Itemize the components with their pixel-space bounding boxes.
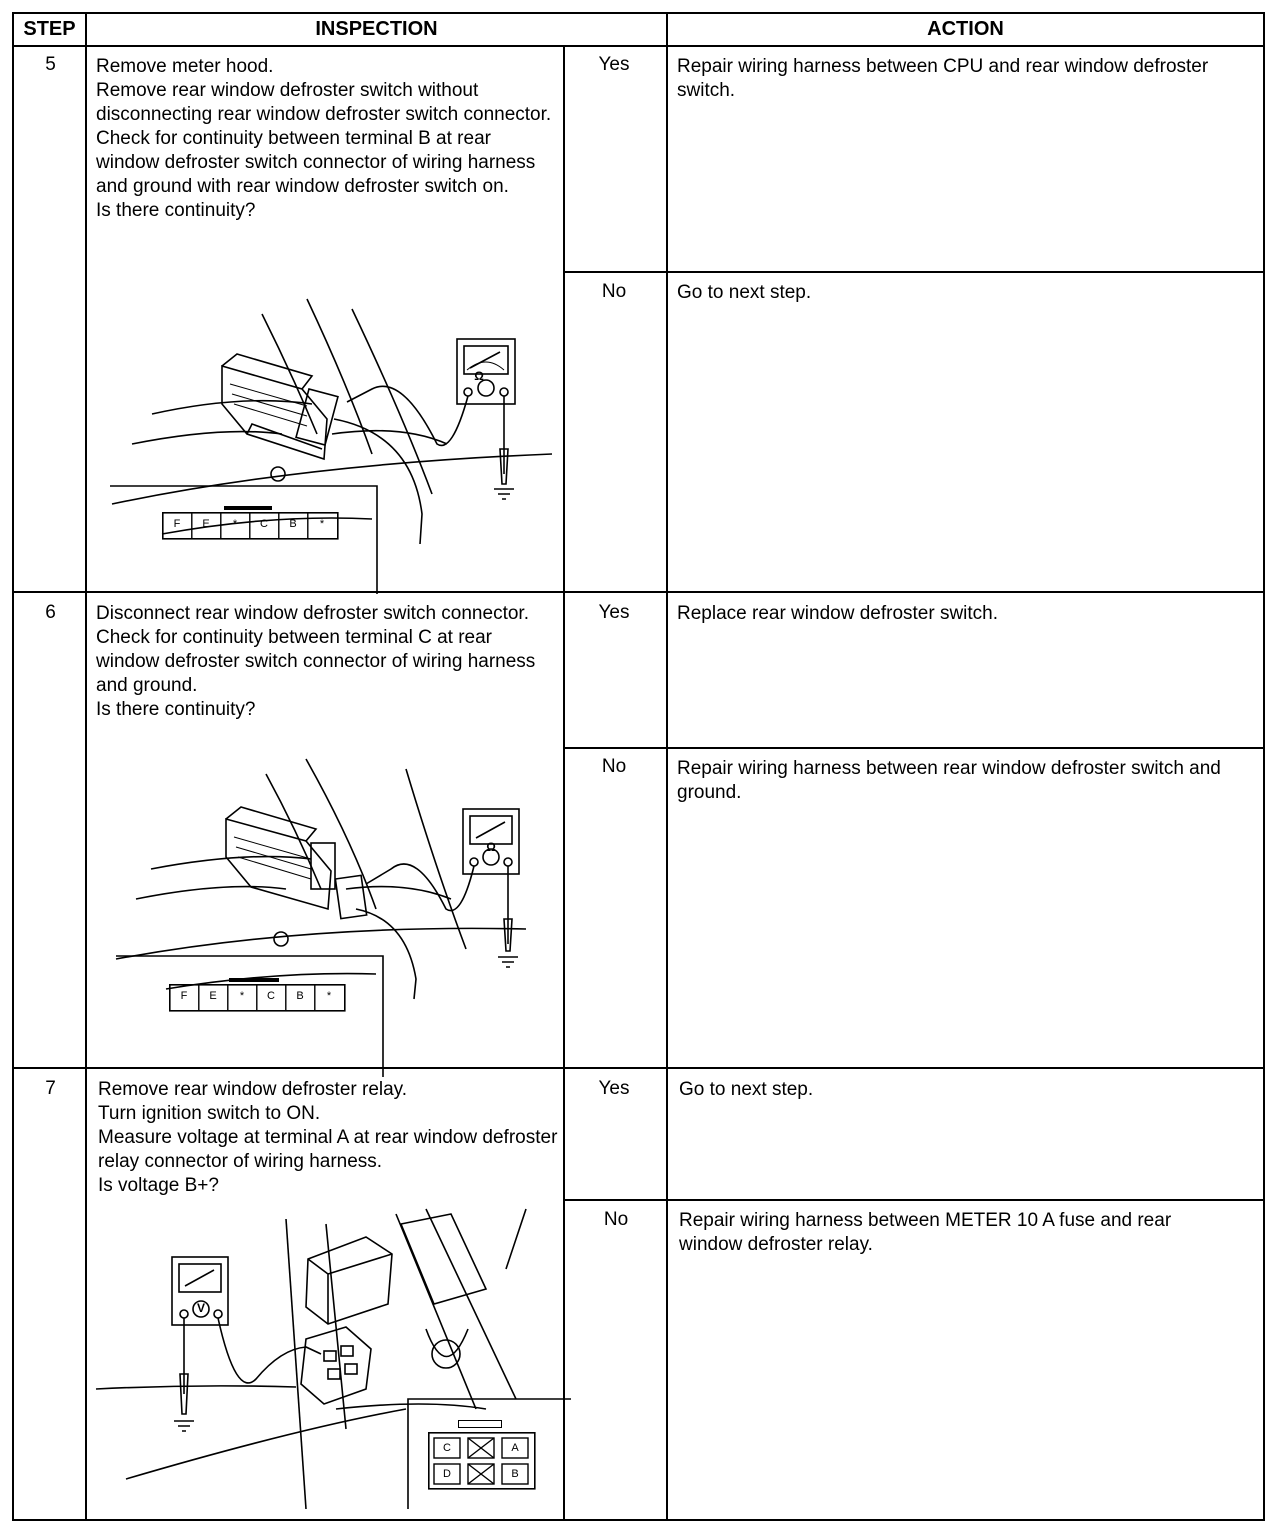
row-divider (14, 1067, 1263, 1069)
action-column-divider (666, 14, 668, 1519)
yes-no-divider (563, 1199, 1263, 1201)
harness-connector (335, 875, 366, 918)
terminal-label: * (239, 990, 245, 1002)
step-number: 6 (45, 602, 56, 623)
connector-face (428, 1432, 538, 1492)
step-number: 5 (45, 54, 56, 75)
no-action-text: Repair wiring harness between METER 10 A fuse and rear window defroster relay. (679, 1210, 1172, 1255)
continuity-test-illustration (106, 759, 561, 1059)
header-inspection: INSPECTION (315, 18, 438, 40)
no-label: No (603, 1209, 629, 1230)
defroster-switch-body (226, 819, 331, 909)
step-number: 7 (45, 1078, 56, 1099)
yes-action-text: Go to next step. (679, 1079, 814, 1100)
ground-symbol (498, 957, 518, 967)
panel-edge-line (152, 401, 312, 414)
terminal-label: C (267, 990, 275, 1002)
header-step: STEP (23, 18, 76, 40)
step-column-divider (85, 14, 87, 1519)
defroster-relay (306, 1237, 392, 1324)
terminal-label: * (326, 990, 332, 1002)
terminal-label: * (232, 518, 238, 530)
terminal-label: E (209, 990, 217, 1002)
connector-lock-tab (224, 506, 272, 510)
no-action-text: Repair wiring harness between rear window defroster switch and ground. (677, 758, 1221, 803)
panel-edge-line (262, 314, 317, 434)
terminal-label: D (443, 1468, 451, 1480)
terminal-label: F (180, 990, 188, 1002)
header-divider (14, 45, 1263, 47)
row-divider (14, 591, 1263, 593)
terminal-label: E (202, 518, 210, 530)
terminal-label: B (289, 518, 297, 530)
terminal-label: * (319, 518, 325, 530)
no-label: No (601, 756, 627, 777)
terminal-label: C (260, 518, 268, 530)
diagnostic-table (12, 12, 1265, 1521)
relay-connector (301, 1327, 371, 1404)
yes-no-divider (563, 747, 1263, 749)
volt-symbol: V (196, 1301, 205, 1315)
terminal-label: F (173, 518, 181, 530)
ohm-symbol: Ω (486, 840, 496, 854)
inspection-text: Remove rear window defroster relay. Turn ignition switch to ON. Measure voltage at terminal A at rear window defroster relay connector of wiring harness. Is voltage B+? (98, 1079, 558, 1196)
yes-action-text: Replace rear window defroster switch. (677, 603, 999, 624)
inspection-text: Remove meter hood. Remove rear window defroster switch without disconnecting rear window defroster switch connector. Check for continuity between terminal B at rear window defroster switch connector of wiring harness and ground with rear window defroster switch on. Is there continuity? (96, 56, 552, 221)
yes-label: Yes (598, 602, 630, 623)
terminal-label: C (443, 1442, 451, 1454)
yes-label: Yes (598, 1078, 630, 1099)
no-label: No (601, 281, 627, 302)
yes-no-divider (563, 271, 1263, 273)
terminal-label: B (296, 990, 304, 1002)
terminal-label: B (511, 1468, 519, 1480)
ground-symbol (494, 489, 514, 499)
connector-lock-tab (229, 978, 279, 982)
yes-action-text: Repair wiring harness between CPU and rear window defroster switch. (677, 56, 1209, 101)
ground-symbol (174, 1421, 194, 1431)
ohm-symbol: Ω (474, 369, 484, 383)
header-action: ACTION (927, 18, 1004, 40)
terminal-label: A (511, 1442, 519, 1454)
connector-lock-tab (458, 1420, 502, 1428)
no-action-text: Go to next step. (677, 282, 812, 303)
inspection-text: Disconnect rear window defroster switch connector. Check for continuity between terminal C at rear window defroster switch connector of wiring harness and ground. Is there continuity? (96, 603, 536, 720)
yes-label: Yes (598, 54, 630, 75)
